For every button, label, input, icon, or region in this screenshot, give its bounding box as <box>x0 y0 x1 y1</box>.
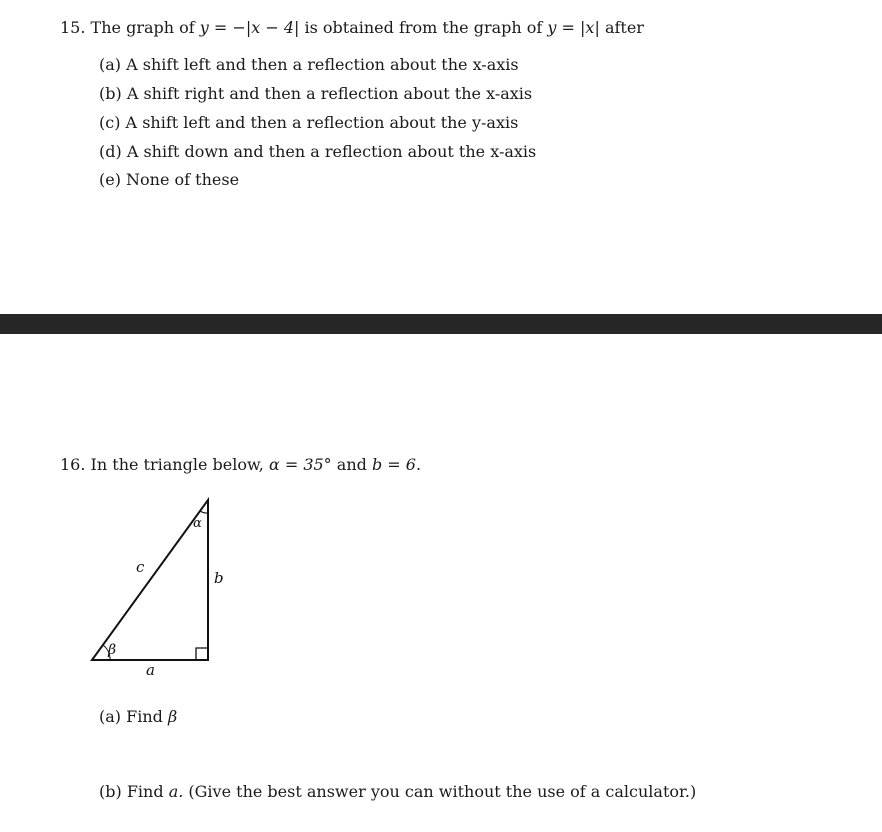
label-c: c <box>136 558 145 576</box>
part-note: (Give the best answer you can without the use of a calculator.) <box>188 782 697 801</box>
q15-option-d <box>99 142 536 162</box>
q16-part-a <box>99 707 177 727</box>
alpha-arc <box>200 511 208 513</box>
q15-expr2: y = |x| <box>547 18 600 37</box>
part-label: (b) <box>99 782 122 801</box>
q16-stem-and: and <box>336 455 367 474</box>
option-text: A shift right and then a reflection about the x-axis <box>126 84 533 103</box>
label-beta: β <box>108 642 117 658</box>
q15-stem-mid: is obtained from the graph of <box>304 18 543 37</box>
q15-option-c <box>99 113 518 133</box>
option-text: A shift left and then a reflection about the y-axis <box>125 113 519 132</box>
option-text: A shift left and then a reflection about the x-axis <box>126 55 519 74</box>
beta-arc <box>103 645 110 660</box>
q15-stem-post: after <box>604 18 644 37</box>
q15-stem <box>60 18 644 38</box>
q15-expr1: y = −|x − 4| <box>199 18 300 37</box>
label-b: b <box>214 569 224 587</box>
part-text: Find <box>126 782 164 801</box>
q16-alpha-expr: α = 35° <box>268 455 332 474</box>
q16-part-b <box>99 782 696 802</box>
q16-stem <box>60 455 421 475</box>
option-text: A shift down and then a reflection about the x-axis <box>126 142 537 161</box>
q16-stem-pre: In the triangle below, <box>90 455 264 474</box>
q15-stem-pre: The graph of <box>90 18 195 37</box>
q15-option-e <box>99 170 239 190</box>
option-text: None of these <box>126 170 240 189</box>
part-math: β <box>167 707 178 726</box>
part-math: a. <box>168 782 184 801</box>
q16-b-expr: b = 6. <box>371 455 422 474</box>
q15-option-a <box>99 55 519 75</box>
option-label: (c) <box>99 113 121 132</box>
q15-number: 15. <box>60 18 86 37</box>
option-label: (d) <box>99 142 122 161</box>
option-label: (b) <box>99 84 122 103</box>
label-a: a <box>146 661 155 679</box>
option-label: (e) <box>99 170 121 189</box>
part-label: (a) <box>99 707 122 726</box>
q15-option-b <box>99 84 532 104</box>
part-text: Find <box>126 707 163 726</box>
q16-number: 16. <box>60 455 86 474</box>
triangle-shape <box>92 500 208 660</box>
label-alpha: α <box>193 516 202 531</box>
option-label: (a) <box>99 55 122 74</box>
right-angle-marker <box>196 648 208 660</box>
page-divider <box>0 314 882 334</box>
